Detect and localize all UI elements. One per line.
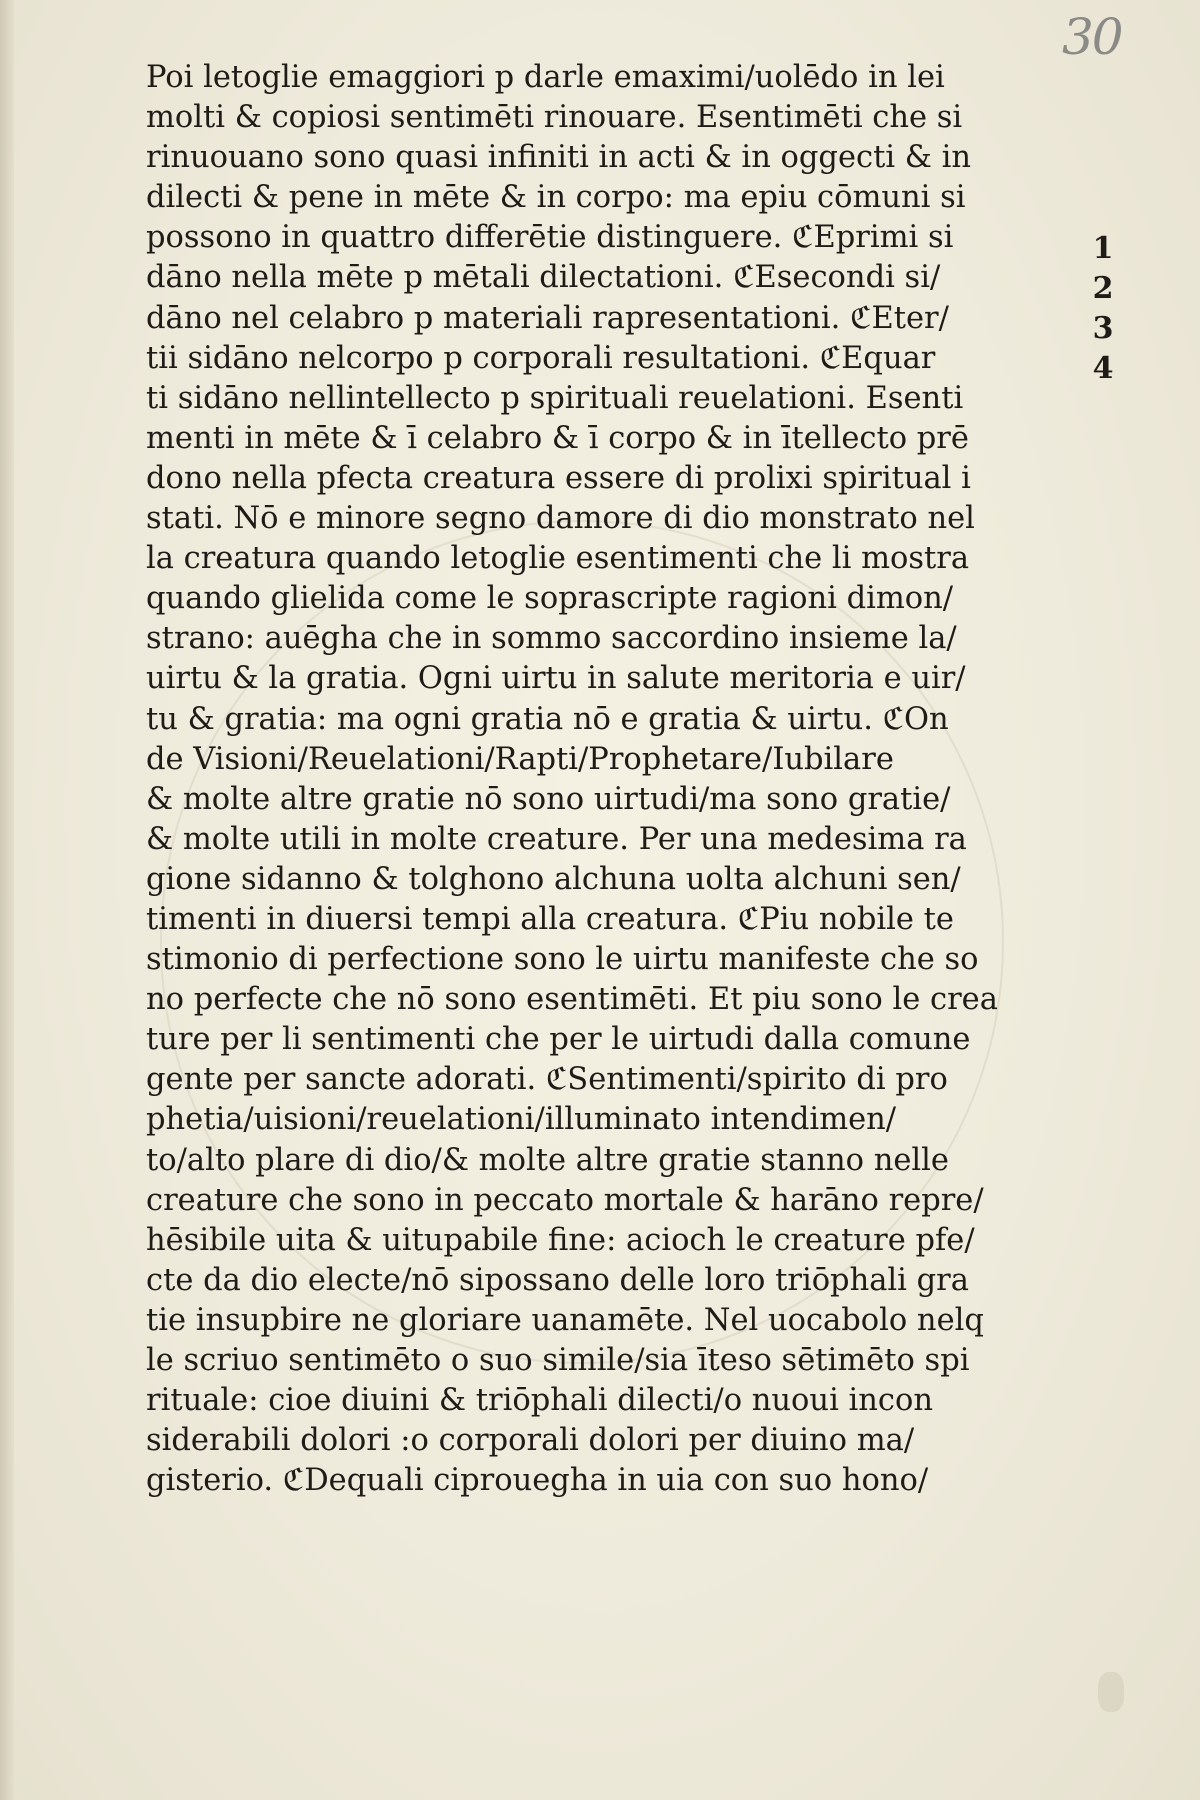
text-line: stimonio di perfectione sono le uirtu manifeste che so <box>146 942 979 978</box>
text-line: la creatura quando letoglie esentimenti che li mostra <box>146 541 970 577</box>
text-line: timenti in diuersi tempi alla creatura. ℭPiu nobile te <box>146 901 954 937</box>
text-line: de Visioni/Reuelationi/Rapti/Prophetare/Iubilare <box>146 741 894 777</box>
text-line: to/alto plare di dio/& molte altre gratie stanno nelle <box>146 1142 949 1178</box>
text-line: dilecti & pene in mēte & in corpo: ma epiu cōmuni si <box>146 180 966 216</box>
text-line: & molte utili in molte creature. Per una medesima ra <box>146 821 967 857</box>
main-text-block <box>146 58 1026 1501</box>
marginal-number: 3 <box>1092 311 1114 347</box>
paper-stain <box>1098 1672 1124 1712</box>
text-line: tii sidāno nelcorpo p corporali resultationi. ℭEquar <box>146 340 936 376</box>
text-line: tu & gratia: ma ogni gratia nō e gratia & uirtu. ℭOn <box>146 701 949 737</box>
marginal-number: 4 <box>1092 351 1114 387</box>
marginal-number: 1 <box>1092 231 1114 266</box>
text-line: dāno nella mēte p mētali dilectationi. ℭEsecondi si/ <box>146 260 941 296</box>
text-line: gisterio. ℭDequali ciprouegha in uia con suo hono/ <box>146 1463 929 1499</box>
text-line: phetia/uisioni/reuelationi/illuminato intendimen/ <box>146 1102 897 1138</box>
text-line: dāno nel celabro p materiali rapresentationi. ℭEter/ <box>146 300 949 336</box>
text-line: no perfecte che nō sono esentimēti. Et piu sono le crea <box>146 982 998 1018</box>
text-line: strano: auēgha che in sommo saccordino insieme la/ <box>146 621 957 657</box>
text-line: dono nella pfecta creatura essere di prolixi spiritual i <box>146 460 971 496</box>
text-line: gente per sancte adorati. ℭSentimenti/spirito di pro <box>146 1062 948 1098</box>
text-line: & molte altre gratie nō sono uirtudi/ma sono gratie/ <box>146 781 951 817</box>
text-line: tie insupbire ne gloriare uanamēte. Nel uocabolo nelq <box>146 1302 984 1338</box>
text-line: le scriuo sentimēto o suo simile/sia īteso sētimēto spi <box>146 1343 970 1378</box>
text-line: molti & copiosi sentimēti rinouare. Esentimēti che si <box>146 100 963 136</box>
text-line: hēsibile uita & uitupabile fine: acioch le creature pfe/ <box>146 1222 975 1258</box>
text-line: ture per li sentimenti che per le uirtudi dalla comune <box>146 1022 971 1058</box>
text-line: Poi letoglie emaggiori p darle emaximi/uolēdo in lei <box>146 60 945 95</box>
marginal-number: 2 <box>1092 271 1114 307</box>
text-line: menti in mēte & ī celabro & ī corpo & in ītellecto prē <box>146 420 969 456</box>
marginal-numbers <box>1088 229 1118 389</box>
text-line: creature che sono in peccato mortale & harāno repre/ <box>146 1182 984 1218</box>
binding-edge <box>0 0 14 1800</box>
text-line: quando glielida come le soprascripte ragioni dimon/ <box>146 581 954 617</box>
text-line: stati. Nō e minore segno damore di dio monstrato nel <box>146 501 975 537</box>
text-line: ti sidāno nellintellecto p spirituali reuelationi. Esenti <box>146 380 964 416</box>
text-line: rinuouano sono quasi infiniti in acti & in oggecti & in <box>146 140 972 176</box>
text-line: rituale: cioe diuini & triōphali dilecti/o nuoui incon <box>146 1383 933 1419</box>
text-line: uirtu & la gratia. Ogni uirtu in salute meritoria e uir/ <box>146 661 966 697</box>
text-line: gione sidanno & tolghono alchuna uolta alchuni sen/ <box>146 861 961 897</box>
text-line: possono in quattro differētie distinguere. ℭEprimi si <box>146 220 954 256</box>
text-line: siderabili dolori :o corporali dolori per diuino ma/ <box>146 1423 915 1459</box>
text-line: cte da dio electe/nō sipossano delle loro triōphali gra <box>146 1262 969 1298</box>
folio-number: 30 <box>1062 8 1122 66</box>
